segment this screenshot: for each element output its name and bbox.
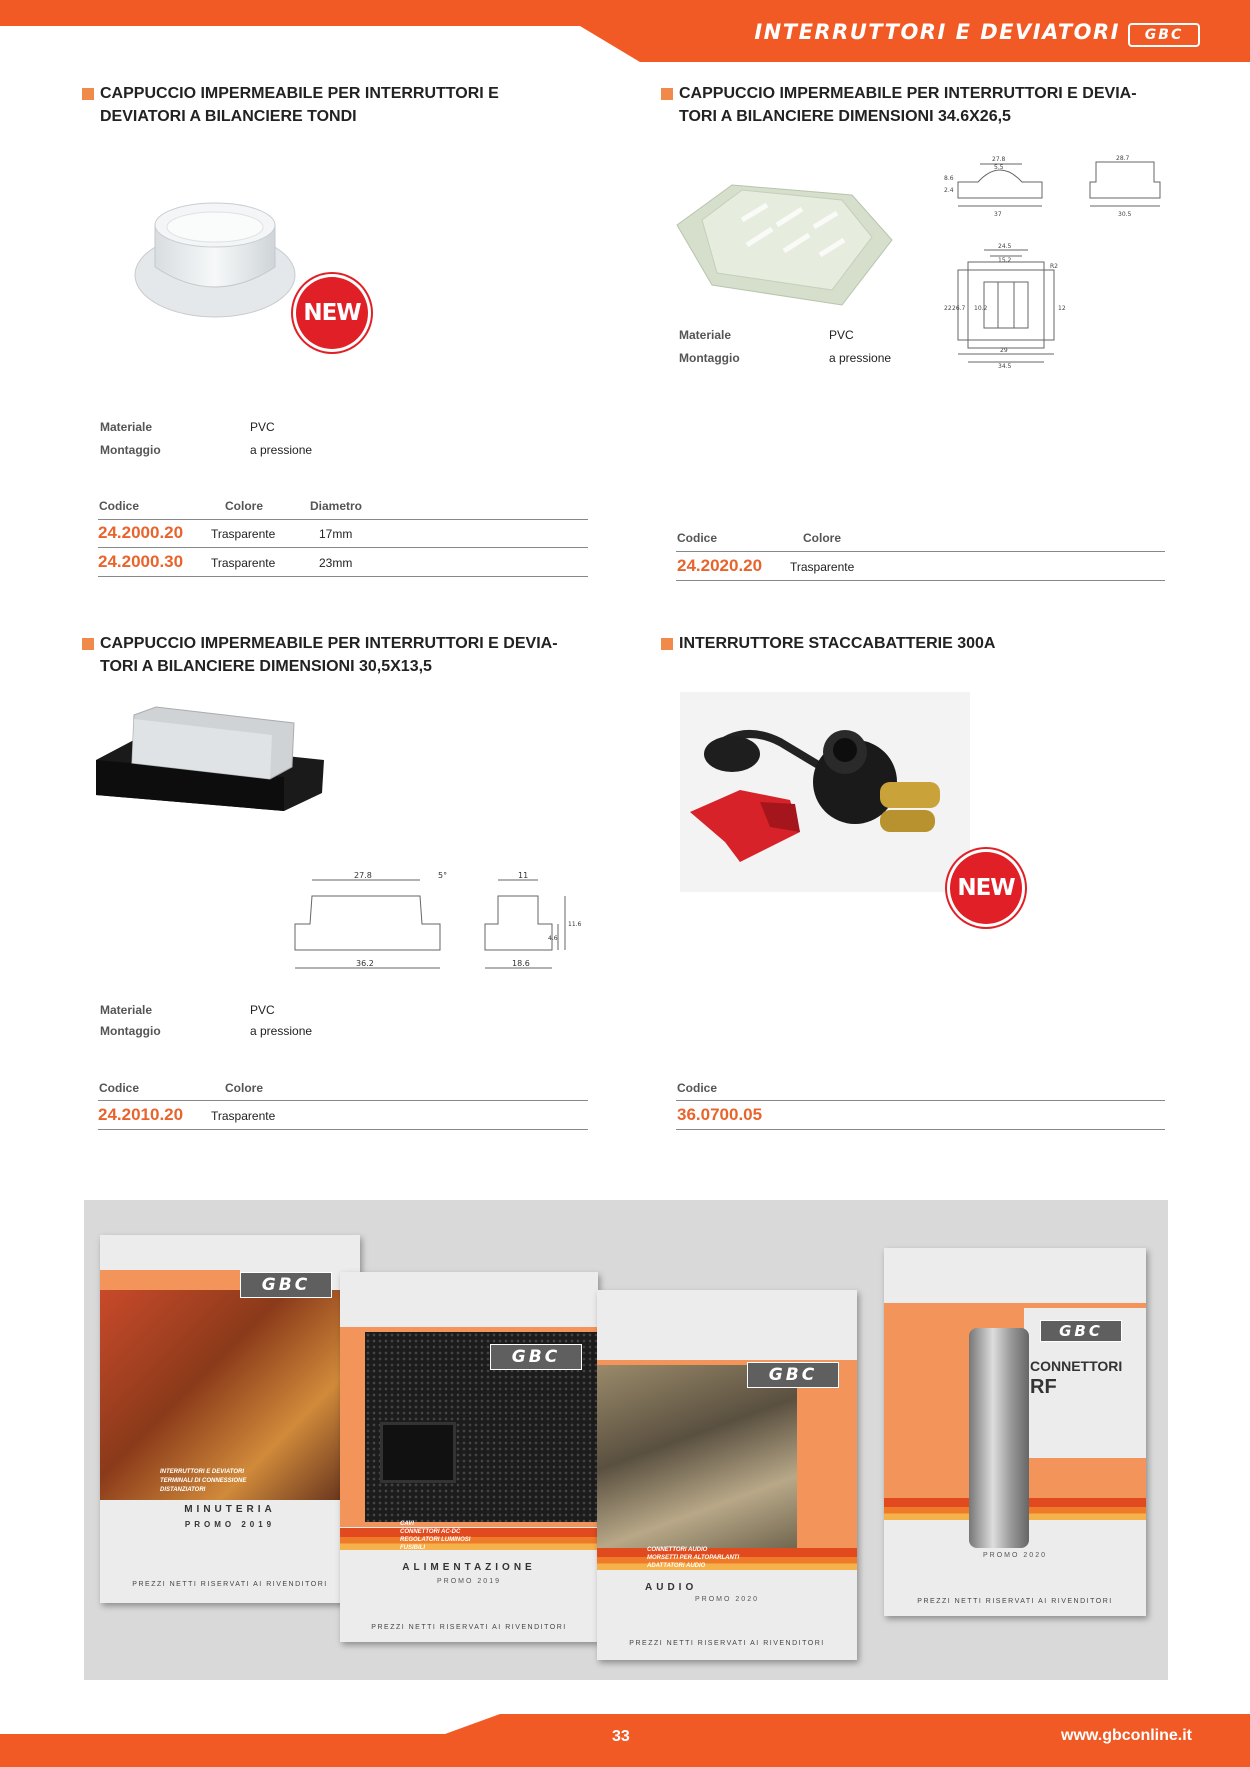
gbc-logo: GBC — [1128, 23, 1200, 47]
bullet-square — [661, 88, 673, 100]
spec-label: Montaggio — [100, 1024, 161, 1038]
brochure-line: CONNETTORI AC-DC — [400, 1529, 461, 1535]
product-title: INTERRUTTORE STACCABATTERIE 300A — [661, 632, 1181, 655]
svg-text:5.5: 5.5 — [994, 164, 1004, 171]
new-badge: NEW — [950, 852, 1022, 924]
dimension-drawing — [938, 150, 1170, 370]
spec-label: Materiale — [679, 328, 732, 342]
svg-text:30.5: 30.5 — [1118, 211, 1132, 218]
brochure-footer: PREZZI NETTI RISERVATI AI RIVENDITORI — [629, 1640, 825, 1647]
column-header: Colore — [225, 499, 264, 513]
brochure-footer: PREZZI NETTI RISERVATI AI RIVENDITORI — [917, 1598, 1113, 1605]
table-cell: Trasparente — [211, 556, 276, 570]
table-rule — [676, 1100, 1165, 1101]
svg-text:5°: 5° — [438, 871, 448, 880]
column-header: Colore — [225, 1081, 264, 1095]
brochure-line: MORSETTI PER ALTOPARLANTI — [647, 1555, 740, 1561]
table-rule — [98, 547, 588, 548]
brochure-promo: PROMO 2020 — [983, 1552, 1047, 1559]
brochure-footer: PREZZI NETTI RISERVATI AI RIVENDITORI — [371, 1624, 567, 1631]
spec-label: Materiale — [100, 1003, 153, 1017]
brochure-line: CAVI — [400, 1521, 414, 1527]
svg-text:26.7: 26.7 — [952, 305, 966, 312]
spec-value: a pressione — [829, 351, 892, 365]
table-cell: Trasparente — [790, 560, 855, 574]
brochure-line: FUSIBILI — [400, 1545, 425, 1551]
brochure-line: REGOLATORI LUMINOSI — [400, 1537, 471, 1543]
gbc-logo: GBC — [747, 1362, 839, 1388]
svg-text:12: 12 — [1058, 305, 1066, 312]
brochure-connettori-rf[interactable] — [884, 1248, 1146, 1616]
brochure-line: TERMINALI DI CONNESSIONE — [160, 1478, 247, 1484]
section-title: INTERRUTTORI E DEVIATORI — [754, 20, 1120, 44]
svg-text:2.4: 2.4 — [944, 187, 954, 194]
brochure-line: ADATTATORI AUDIO — [647, 1563, 706, 1569]
svg-text:R2: R2 — [1050, 263, 1058, 270]
rectangular-cap-image — [672, 165, 902, 315]
brochure-title: AUDIO — [645, 1582, 698, 1593]
brochure-title: RF — [1030, 1376, 1057, 1398]
svg-text:27.8: 27.8 — [354, 871, 372, 880]
svg-text:15.2: 15.2 — [998, 257, 1012, 264]
table-rule — [98, 519, 588, 520]
product-code: 24.2000.30 — [98, 552, 184, 571]
spec-label: Montaggio — [100, 443, 161, 457]
brochure-line: CONNETTORI AUDIO — [647, 1547, 708, 1553]
table-cell: Trasparente — [211, 527, 276, 541]
svg-text:37: 37 — [994, 211, 1002, 218]
dimension-drawing — [290, 868, 595, 973]
brochure-line: INTERRUTTORI E DEVIATORI — [160, 1469, 245, 1475]
brochure-alimentazione[interactable] — [340, 1272, 598, 1642]
svg-text:11.6: 11.6 — [568, 921, 582, 928]
svg-text:28.7: 28.7 — [1116, 155, 1130, 162]
brochure-title: ALIMENTAZIONE — [402, 1562, 536, 1573]
table-rule — [98, 1129, 588, 1130]
brochure-promo: PROMO 2019 — [184, 1520, 276, 1529]
spec-value: PVC — [250, 1003, 275, 1017]
table-rule — [98, 1100, 588, 1101]
column-header: Codice — [99, 499, 140, 513]
column-header: Codice — [677, 531, 718, 545]
spec-label: Montaggio — [679, 351, 740, 365]
table-cell: Trasparente — [211, 1109, 276, 1123]
svg-text:10.2: 10.2 — [974, 305, 988, 312]
column-header: Diametro — [310, 499, 363, 513]
svg-text:29: 29 — [1000, 347, 1008, 354]
page-number: 33 — [612, 1728, 630, 1745]
spec-label: Materiale — [100, 420, 153, 434]
table-rule — [676, 1129, 1165, 1130]
brochure-audio[interactable] — [597, 1290, 857, 1660]
svg-text:22: 22 — [944, 305, 952, 312]
brochure-title: CONNETTORI — [1030, 1358, 1123, 1374]
brochure-footer: PREZZI NETTI RISERVATI AI RIVENDITORI — [132, 1581, 328, 1588]
table-rule — [676, 580, 1165, 581]
svg-text:18.6: 18.6 — [512, 959, 530, 968]
svg-text:11: 11 — [518, 871, 529, 880]
brochure-promo: PROMO 2020 — [695, 1596, 759, 1603]
switch-cover-image — [94, 705, 326, 813]
svg-text:24.5: 24.5 — [998, 243, 1012, 250]
spec-value: PVC — [829, 328, 854, 342]
website-link[interactable]: www.gbconline.it — [1061, 1727, 1192, 1744]
bullet-square — [661, 638, 673, 650]
spec-value: a pressione — [250, 443, 313, 457]
gbc-logo: GBC — [490, 1344, 582, 1370]
table-cell: 17mm — [319, 527, 353, 541]
spec-value: PVC — [250, 420, 275, 434]
product-code: 24.2020.20 — [677, 556, 763, 575]
new-badge: NEW — [296, 277, 368, 349]
svg-text:8.6: 8.6 — [944, 175, 954, 182]
product-code: 24.2000.20 — [98, 523, 184, 542]
svg-text:36.2: 36.2 — [356, 959, 374, 968]
power-socket — [380, 1422, 456, 1483]
brochure-promo: PROMO 2019 — [437, 1578, 501, 1585]
battery-switch-image — [680, 692, 970, 892]
product-code: 36.0700.05 — [677, 1105, 763, 1124]
brochure-line: DISTANZIATORI — [160, 1487, 206, 1493]
product-code: 24.2010.20 — [98, 1105, 184, 1124]
brochure-photo — [597, 1365, 797, 1555]
table-cell: 23mm — [319, 556, 353, 570]
table-rule — [98, 576, 588, 577]
brochure-title: MINUTERIA — [184, 1504, 276, 1515]
product-title: CAPPUCCIO IMPERMEABILE PER INTERRUTTORI E DEVIA- TORI A BILANCIERE DIMENSIONI 30,5X13,5 — [82, 632, 602, 678]
gbc-logo: GBC — [1040, 1320, 1122, 1342]
column-header: Codice — [99, 1081, 140, 1095]
svg-text:34.5: 34.5 — [998, 363, 1012, 370]
brochure-minuteria[interactable] — [100, 1235, 360, 1603]
svg-text:4.6: 4.6 — [548, 935, 558, 942]
table-rule — [676, 551, 1165, 552]
column-header: Codice — [677, 1081, 718, 1095]
bullet-square — [82, 638, 94, 650]
spec-value: a pressione — [250, 1024, 313, 1038]
round-cap-image — [130, 195, 300, 325]
column-header: Colore — [803, 531, 842, 545]
product-title: CAPPUCCIO IMPERMEABILE PER INTERRUTTORI E DEVIA- TORI A BILANCIERE DIMENSIONI 34.6X26,5 — [661, 82, 1181, 128]
gbc-logo: GBC — [240, 1272, 332, 1298]
svg-text:27.8: 27.8 — [992, 156, 1006, 163]
product-title: CAPPUCCIO IMPERMEABILE PER INTERRUTTORI E DEVIATORI A BILANCIERE TONDI — [82, 82, 602, 128]
rf-connector — [969, 1328, 1029, 1548]
bullet-square — [82, 88, 94, 100]
